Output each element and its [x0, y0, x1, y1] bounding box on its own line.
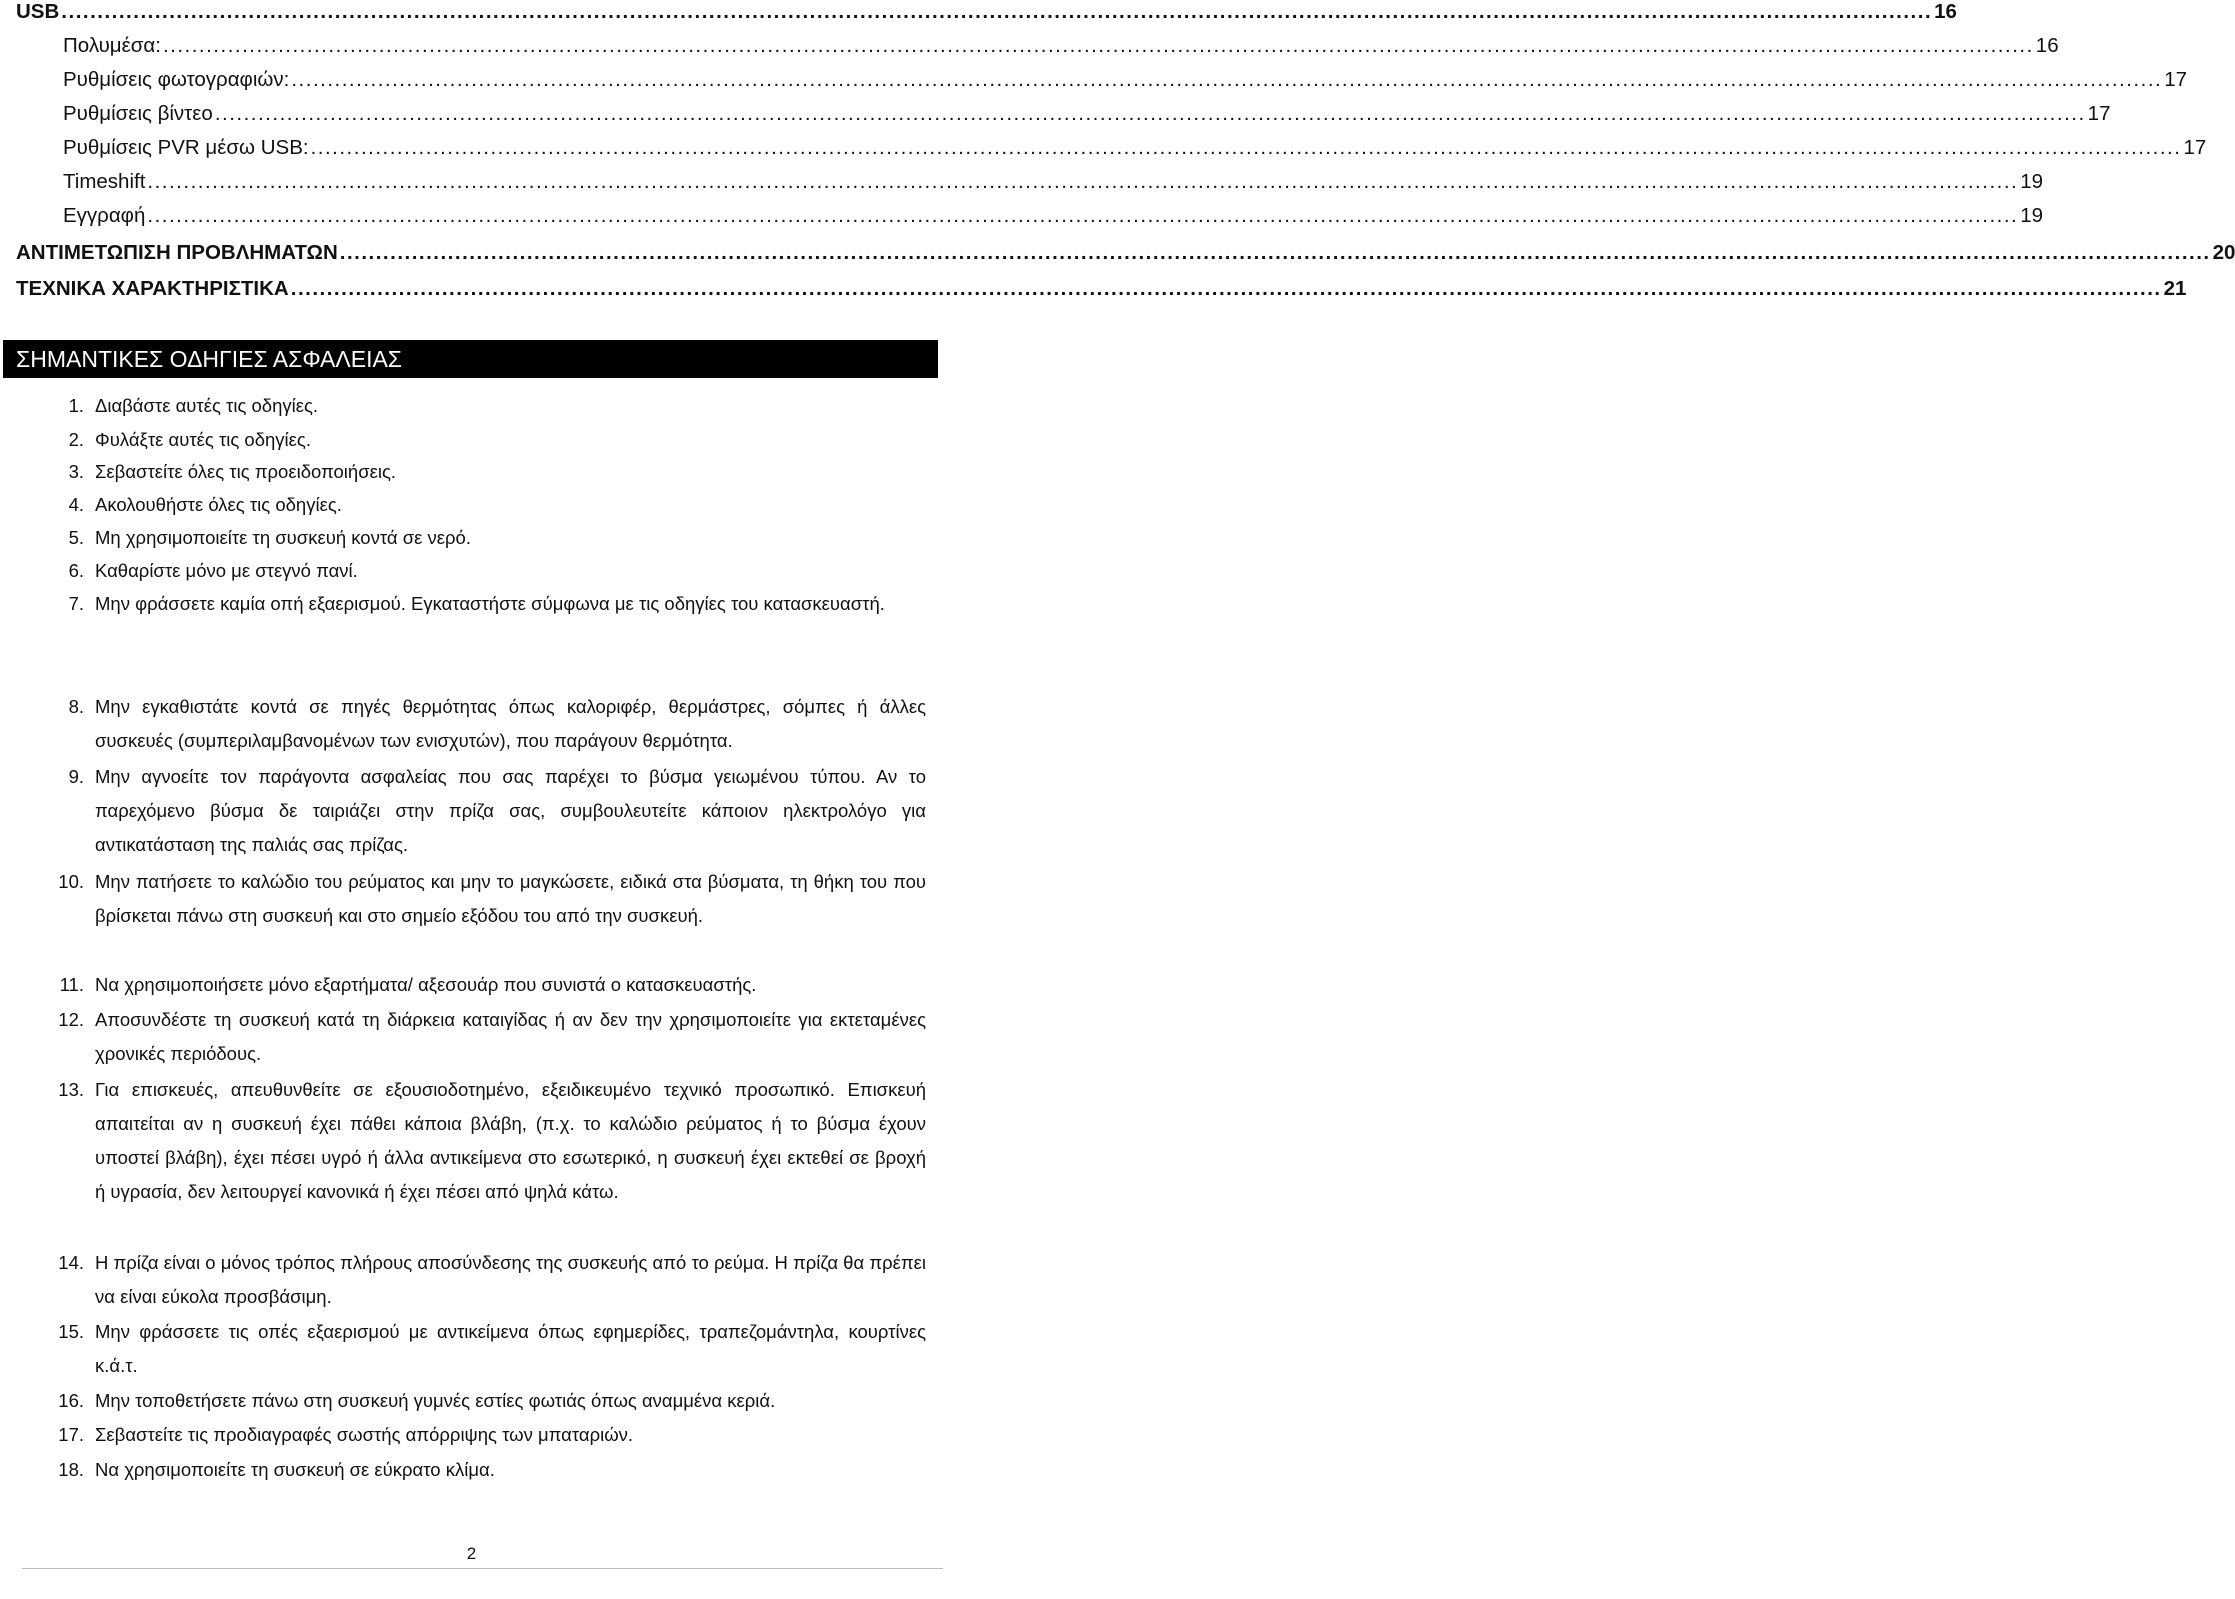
- item-text: Μην αγνοείτε τον παράγοντα ασφαλείας που σας παρέχει το βύσμα γειωμένου τύπου. Αν το παρεχόμενο βύσμα δε ταιριάζει στην πρίζα σας, συμβουλευτείτε κάποιον ηλεκτρολόγο για αντικατάσταση της παλιάς σας πρίζας.: [95, 766, 926, 855]
- toc-leader: [147, 206, 2018, 227]
- item-number: 18.: [58, 1459, 84, 1480]
- item-text: Αποσυνδέστε τη συσκευή κατά τη διάρκεια καταιγίδας ή αν δεν την χρησιμοποιείτε για εκτεταμένες χρονικές περιόδους.: [95, 1009, 926, 1064]
- item-text: Να χρησιμοποιείτε τη συσκευή σε εύκρατο κλίμα.: [95, 1459, 495, 1480]
- toc-leader: [311, 138, 2182, 159]
- item-number: 1.: [68, 395, 84, 416]
- toc-page: 17: [2164, 68, 2188, 91]
- toc-entry[interactable]: [0, 29, 2059, 63]
- toc-page: 17: [2183, 136, 2207, 159]
- toc-page: 16: [2035, 34, 2059, 57]
- section-heading: [3, 340, 938, 378]
- toc-entry[interactable]: [0, 236, 2235, 270]
- item-text: Η πρίζα είναι ο μόνος τρόπος πλήρους αποσύνδεσης της συσκευής από το ρεύμα. Η πρίζα θα πρέπει να είναι εύκολα προσβάσιμη.: [95, 1252, 926, 1307]
- item-text: Καθαρίστε μόνο με στεγνό πανί.: [95, 560, 358, 581]
- toc-leader: [147, 172, 2018, 193]
- item-number: 14.: [58, 1252, 84, 1273]
- toc-entry[interactable]: [0, 0, 1957, 29]
- item-text: Μην εγκαθιστάτε κοντά σε πηγές θερμότητας όπως καλοριφέρ, θερμάστρες, σόμπες ή άλλες συσκευές (συμπεριλαμβανομένων των ενισχυτών), που παράγουν θερμότητα.: [95, 696, 926, 751]
- item-text: Να χρησιμοποιήσετε μόνο εξαρτήματα/ αξεσουάρ που συνιστά ο κατασκευαστής.: [95, 974, 757, 995]
- toc-title: Ρυθμίσεις φωτογραφιών:: [63, 68, 290, 91]
- item-text: Μην φράσσετε καμία οπή εξαερισμού. Εγκαταστήστε σύμφωνα με τις οδηγίες του κατασκευαστή.: [95, 593, 885, 614]
- item-number: 17.: [58, 1424, 84, 1445]
- footer-divider: [22, 1568, 943, 1569]
- item-text: Μην φράσσετε τις οπές εξαερισμού με αντικείμενα όπως εφημερίδες, τραπεζομάντηλα, κουρτίνες κ.ά.τ.: [95, 1321, 926, 1376]
- section-title: ΣΗΜΑΝΤΙΚΕΣ ΟΔΗΓΙΕΣ ΑΣΦΑΛΕΙΑΣ: [16, 345, 403, 372]
- toc-title: Ρυθμίσεις βίντεο: [63, 102, 213, 125]
- toc-entry[interactable]: [0, 97, 2111, 131]
- toc-page: 17: [2087, 102, 2111, 125]
- toc-entry[interactable]: [0, 272, 2187, 306]
- item-number: 12.: [58, 1009, 84, 1030]
- toc-page: 19: [2020, 170, 2044, 193]
- toc-leader: [163, 36, 2034, 57]
- toc-title: Timeshift: [63, 170, 146, 193]
- toc-leader: [291, 70, 2162, 91]
- toc-entry[interactable]: [0, 63, 2188, 97]
- item-text: Μη χρησιμοποιείτε τη συσκευή κοντά σε νερό.: [95, 527, 471, 548]
- toc-entry[interactable]: [0, 199, 2044, 233]
- item-number: 5.: [68, 527, 84, 548]
- toc-leader: [215, 104, 2086, 125]
- item-text: Ακολουθήστε όλες τις οδηγίες.: [95, 494, 342, 515]
- toc-page: 19: [2020, 204, 2044, 227]
- item-number: 9.: [68, 766, 84, 787]
- item-number: 6.: [68, 560, 84, 581]
- toc-title: Εγγραφή: [63, 204, 146, 227]
- item-text: Διαβάστε αυτές τις οδηγίες.: [95, 395, 319, 416]
- item-number: 3.: [68, 461, 84, 482]
- item-text: Για επισκευές, απευθυνθείτε σε εξουσιοδοτημένο, εξειδικευμένο τεχνικό προσωπικό. Επισκευή απαιτείται αν η συσκευή έχει πάθει κάποια βλάβη, (π.χ. το καλώδιο ρεύματος ή το βύσμα έχουν υποστεί βλάβη), έχει πέσει υγρό ή άλλα αντικείμενα στο εσωτερικό, η συσκευή έχει εκτεθεί σε βροχή ή υγρασία, δεν λειτουργεί κανονικά ή έχει πέσει από ψηλά κάτω.: [95, 1079, 926, 1202]
- item-text: Μην τοποθετήσετε πάνω στη συσκευή γυμνές εστίες φωτιάς όπως αναμμένα κεριά.: [95, 1390, 776, 1411]
- toc-title: USB: [16, 0, 60, 23]
- page-number: 2: [466, 1544, 477, 1563]
- toc-entry[interactable]: [0, 165, 2044, 199]
- toc-title: Ρυθμίσεις PVR μέσω USB:: [63, 136, 309, 159]
- item-text: Σεβαστείτε όλες τις προειδοποιήσεις.: [95, 461, 397, 482]
- toc-leader: [291, 279, 2162, 300]
- toc-page: 20: [2212, 241, 2235, 264]
- item-number: 2.: [68, 429, 84, 450]
- item-number: 7.: [68, 593, 84, 614]
- toc-leader: [340, 243, 2211, 264]
- toc-title: ΤΕΧΝΙΚΑ ΧΑΡΑΚΤΗΡΙΣΤΙΚΑ: [16, 277, 289, 300]
- toc-page: 16: [1934, 0, 1957, 23]
- toc-leader: [61, 2, 1932, 23]
- item-number: 10.: [58, 871, 84, 892]
- item-number: 16.: [58, 1390, 84, 1411]
- item-number: 15.: [58, 1321, 84, 1342]
- toc-entry[interactable]: [0, 131, 2207, 165]
- item-text: Φυλάξτε αυτές τις οδηγίες.: [95, 429, 311, 450]
- item-number: 4.: [68, 494, 84, 515]
- toc-page: 21: [2163, 277, 2187, 300]
- toc-title: Πολυμέσα:: [63, 34, 161, 57]
- item-number: 13.: [58, 1079, 84, 1100]
- item-text: Μην πατήσετε το καλώδιο του ρεύματος και μην το μαγκώσετε, ειδικά στα βύσματα, τη θήκη του που βρίσκεται πάνω στη συσκευή και στο σημείο εξόδου του από την συσκευή.: [95, 871, 926, 926]
- item-number: 8.: [68, 696, 84, 717]
- toc-title: ΑΝΤΙΜΕΤΩΠΙΣΗ ΠΡΟΒΛΗΜΑΤΩΝ: [16, 241, 338, 264]
- item-text: Σεβαστείτε τις προδιαγραφές σωστής απόρριψης των μπαταριών.: [95, 1424, 634, 1445]
- item-number: 11.: [59, 974, 84, 995]
